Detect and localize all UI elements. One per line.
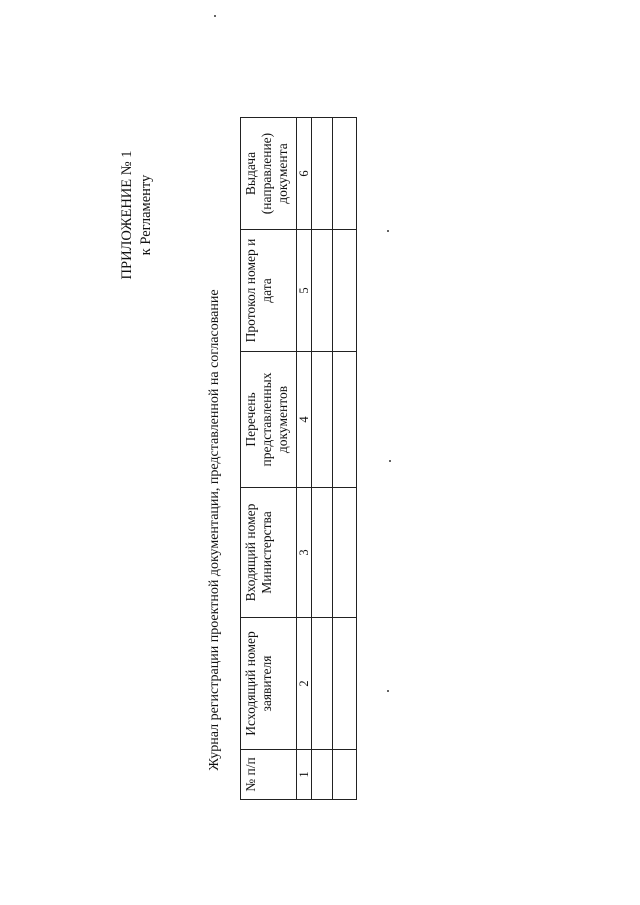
table-row <box>333 118 357 800</box>
scan-speck <box>214 15 216 17</box>
journal-table-wrapper <box>240 118 350 800</box>
table-header-row <box>241 118 297 800</box>
header-cell-number: № п/п <box>241 750 297 800</box>
table-cell <box>312 352 333 488</box>
scan-speck <box>387 690 389 692</box>
column-number-row <box>297 118 312 800</box>
table-cell <box>312 750 333 800</box>
table-cell <box>312 118 333 230</box>
table-cell <box>333 118 357 230</box>
journal-title: Журнал регистрации проектной документации, представленной на согласование <box>207 289 222 771</box>
column-number: 4 <box>297 352 312 488</box>
scan-speck <box>389 460 391 462</box>
header-cell-incoming: Входящий номер Министерства <box>241 488 297 618</box>
appendix-heading <box>118 65 156 365</box>
column-number: 3 <box>297 488 312 618</box>
column-number: 1 <box>297 750 312 800</box>
table-cell <box>333 352 357 488</box>
table-cell <box>312 618 333 750</box>
header-cell-outgoing: Исходящий номер заявителя <box>241 618 297 750</box>
scan-speck <box>387 230 389 232</box>
table-row <box>312 118 333 800</box>
table-cell <box>312 488 333 618</box>
column-number: 6 <box>297 118 312 230</box>
appendix-subtitle: к Регламенту <box>138 174 154 256</box>
journal-table <box>240 117 357 800</box>
table-cell <box>333 618 357 750</box>
table-cell <box>312 230 333 352</box>
appendix-title: ПРИЛОЖЕНИЕ № 1 <box>119 150 135 280</box>
table-cell <box>333 230 357 352</box>
header-cell-documents: Перечень представленных документов <box>241 352 297 488</box>
column-number: 2 <box>297 618 312 750</box>
table-cell <box>333 488 357 618</box>
column-number: 5 <box>297 230 312 352</box>
header-cell-issuance: Выдача (направление) документа <box>241 118 297 230</box>
table-cell <box>333 750 357 800</box>
header-cell-protocol: Протокол номер и дата <box>241 230 297 352</box>
